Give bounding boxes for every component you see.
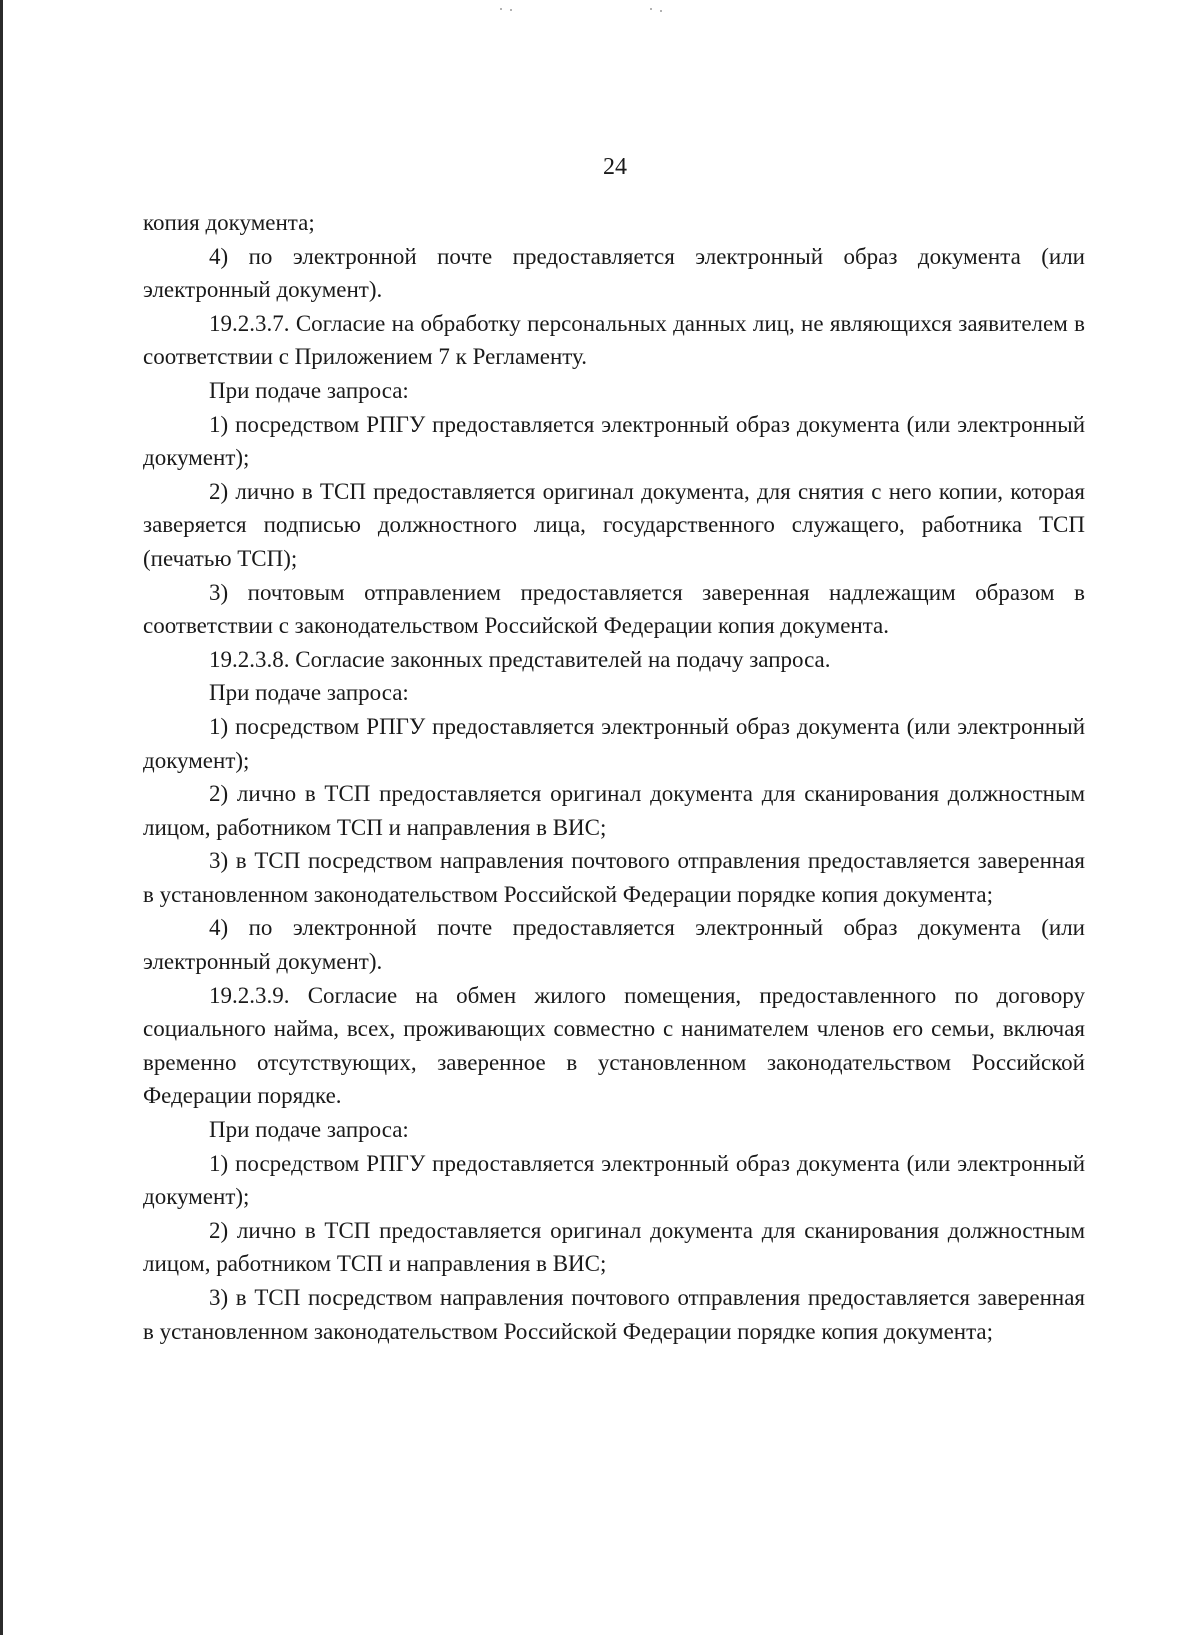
paragraph: При подаче запроса: xyxy=(209,1117,409,1143)
paragraph: 2) лично в ТСП предоставляется оригинал документа, для снятия с него копии, которая заверяется подписью должностного лица, государственного служащего, работника ТСП (печатью ТСП); xyxy=(143,478,1085,571)
scan-left-border xyxy=(0,0,3,1635)
paragraph: копия документа; xyxy=(143,210,315,235)
paragraph: 19.2.3.8. Согласие законных представителей на подачу запроса. xyxy=(209,646,831,672)
document-body xyxy=(143,206,1085,1348)
page-number: 24 xyxy=(603,154,627,180)
paragraph: 3) в ТСП посредством направления почтового отправления предоставляется заверенная в установленном законодательством Российской Федерации порядке копия документа; xyxy=(143,848,1085,907)
paragraph: 2) лично в ТСП предоставляется оригинал документа для сканирования должностным лицом, работником ТСП и направления в ВИС; xyxy=(143,1217,1085,1277)
paragraph: 3) почтовым отправлением предоставляется заверенная надлежащим образом в соответствии с законодательством Российской Федерации копия документа. xyxy=(143,579,1085,639)
paragraph: 19.2.3.7. Согласие на обработку персональных данных лиц, не являющихся заявителем в соответствии с Приложением 7 к Регламенту. xyxy=(143,310,1085,370)
paragraph: При подаче запроса: xyxy=(209,680,409,706)
paragraph: 1) посредством РПГУ предоставляется электронный образ документа (или электронный документ); xyxy=(143,713,1085,773)
paragraph: При подаче запроса: xyxy=(209,377,409,403)
paragraph: 1) посредством РПГУ предоставляется электронный образ документа (или электронный документ); xyxy=(143,1150,1085,1210)
paragraph: 3) в ТСП посредством направления почтового отправления предоставляется заверенная в установленном законодательством Российской Федерации порядке копия документа; xyxy=(143,1285,1085,1344)
paragraph: 4) по электронной почте предоставляется электронный образ документа (или электронный документ). xyxy=(143,915,1085,975)
paragraph: 1) посредством РПГУ предоставляется электронный образ документа (или электронный документ); xyxy=(143,411,1085,471)
paragraph: 19.2.3.9. Согласие на обмен жилого помещения, предоставленного по договору социального найма, всех, проживающих совместно с нанимателем членов его семьи, включая временно отсутствующих, заверенное в установленном законодательством Российской Федерации порядке. xyxy=(143,982,1085,1109)
paragraph: 4) по электронной почте предоставляется электронный образ документа (или электронный документ). xyxy=(143,243,1085,303)
scan-specks xyxy=(500,8,700,12)
paragraph: 2) лично в ТСП предоставляется оригинал документа для сканирования должностным лицом, работником ТСП и направления в ВИС; xyxy=(143,781,1085,840)
